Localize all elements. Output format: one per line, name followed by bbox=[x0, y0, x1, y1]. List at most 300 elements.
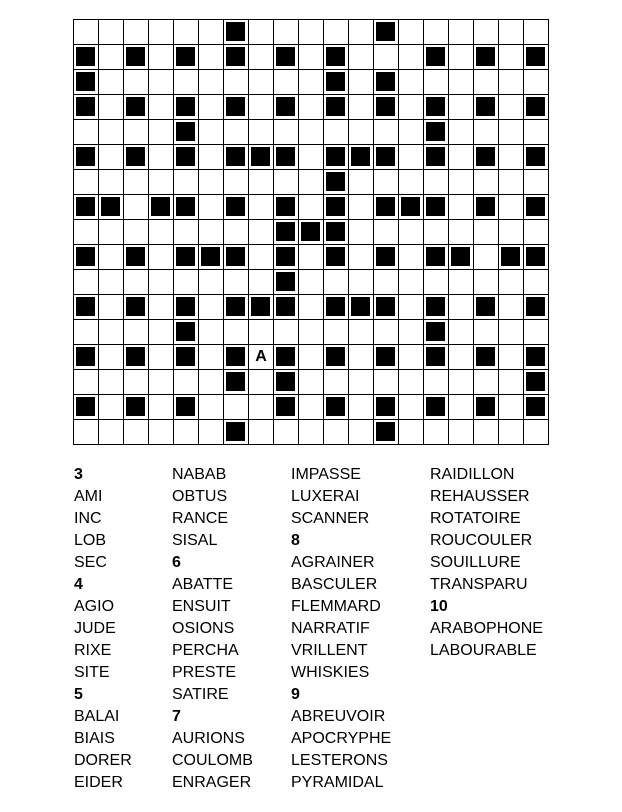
black-cell bbox=[174, 245, 199, 270]
empty-cell[interactable] bbox=[199, 70, 224, 95]
empty-cell[interactable] bbox=[74, 370, 99, 395]
empty-cell[interactable] bbox=[399, 70, 424, 95]
empty-cell[interactable] bbox=[99, 120, 124, 145]
empty-cell[interactable] bbox=[199, 195, 224, 220]
empty-cell[interactable] bbox=[349, 170, 374, 195]
empty-cell[interactable] bbox=[374, 45, 399, 70]
black-cell bbox=[224, 420, 249, 445]
black-cell bbox=[274, 395, 299, 420]
empty-cell[interactable] bbox=[449, 420, 474, 445]
empty-cell[interactable] bbox=[524, 420, 549, 445]
empty-cell[interactable] bbox=[349, 345, 374, 370]
empty-cell[interactable] bbox=[149, 45, 174, 70]
empty-cell[interactable] bbox=[249, 170, 274, 195]
empty-cell[interactable] bbox=[524, 270, 549, 295]
empty-cell[interactable] bbox=[249, 120, 274, 145]
empty-cell[interactable] bbox=[174, 70, 199, 95]
black-cell bbox=[324, 220, 349, 245]
empty-cell[interactable] bbox=[524, 70, 549, 95]
empty-cell[interactable] bbox=[299, 320, 324, 345]
word-length-header: 8 bbox=[291, 532, 300, 549]
empty-cell[interactable] bbox=[174, 420, 199, 445]
empty-cell[interactable] bbox=[449, 45, 474, 70]
empty-cell[interactable] bbox=[299, 245, 324, 270]
empty-cell[interactable] bbox=[299, 170, 324, 195]
black-cell bbox=[74, 45, 99, 70]
empty-cell[interactable] bbox=[499, 420, 524, 445]
empty-cell[interactable] bbox=[349, 70, 374, 95]
empty-cell[interactable] bbox=[224, 320, 249, 345]
empty-cell[interactable] bbox=[274, 20, 299, 45]
empty-cell[interactable] bbox=[324, 370, 349, 395]
black-cell bbox=[224, 370, 249, 395]
empty-cell[interactable] bbox=[399, 245, 424, 270]
black-cell bbox=[524, 345, 549, 370]
black-cell bbox=[324, 70, 349, 95]
word-entry: AGRAINER bbox=[291, 554, 375, 571]
empty-cell[interactable] bbox=[299, 70, 324, 95]
empty-cell[interactable] bbox=[249, 45, 274, 70]
empty-cell[interactable] bbox=[499, 70, 524, 95]
empty-cell[interactable] bbox=[149, 95, 174, 120]
empty-cell[interactable] bbox=[224, 120, 249, 145]
empty-cell[interactable] bbox=[349, 120, 374, 145]
empty-cell[interactable] bbox=[399, 295, 424, 320]
black-cell bbox=[524, 245, 549, 270]
empty-cell[interactable] bbox=[199, 120, 224, 145]
empty-cell[interactable] bbox=[449, 170, 474, 195]
empty-cell[interactable] bbox=[149, 420, 174, 445]
empty-cell[interactable] bbox=[199, 170, 224, 195]
empty-cell[interactable] bbox=[499, 270, 524, 295]
black-cell bbox=[374, 195, 399, 220]
empty-cell[interactable] bbox=[349, 370, 374, 395]
empty-cell[interactable] bbox=[149, 370, 174, 395]
word-column-1 bbox=[74, 464, 132, 794]
empty-cell[interactable] bbox=[199, 420, 224, 445]
empty-cell[interactable] bbox=[349, 195, 374, 220]
empty-cell[interactable] bbox=[249, 220, 274, 245]
empty-cell[interactable] bbox=[199, 145, 224, 170]
empty-cell[interactable] bbox=[249, 320, 274, 345]
empty-cell[interactable] bbox=[124, 20, 149, 45]
empty-cell[interactable] bbox=[199, 370, 224, 395]
empty-cell[interactable] bbox=[399, 170, 424, 195]
black-cell bbox=[324, 95, 349, 120]
empty-cell[interactable] bbox=[449, 220, 474, 245]
empty-cell[interactable] bbox=[349, 320, 374, 345]
empty-cell[interactable] bbox=[524, 220, 549, 245]
empty-cell[interactable] bbox=[174, 370, 199, 395]
empty-cell[interactable] bbox=[124, 270, 149, 295]
empty-cell[interactable] bbox=[199, 295, 224, 320]
empty-cell[interactable] bbox=[74, 270, 99, 295]
word-entry: IMPASSE bbox=[291, 466, 361, 483]
empty-cell[interactable] bbox=[399, 120, 424, 145]
empty-cell[interactable] bbox=[349, 45, 374, 70]
empty-cell[interactable] bbox=[374, 170, 399, 195]
empty-cell[interactable] bbox=[99, 70, 124, 95]
empty-cell[interactable] bbox=[399, 145, 424, 170]
empty-cell[interactable] bbox=[199, 220, 224, 245]
black-cell bbox=[324, 195, 349, 220]
black-cell bbox=[274, 270, 299, 295]
black-cell bbox=[474, 345, 499, 370]
black-cell bbox=[324, 145, 349, 170]
black-cell bbox=[99, 195, 124, 220]
empty-cell[interactable] bbox=[224, 70, 249, 95]
empty-cell[interactable] bbox=[149, 220, 174, 245]
empty-cell[interactable] bbox=[99, 370, 124, 395]
empty-cell[interactable] bbox=[124, 420, 149, 445]
black-cell bbox=[524, 95, 549, 120]
black-cell bbox=[249, 145, 274, 170]
empty-cell[interactable] bbox=[249, 195, 274, 220]
empty-cell[interactable] bbox=[274, 70, 299, 95]
empty-cell[interactable] bbox=[424, 20, 449, 45]
letter-cell[interactable]: A bbox=[249, 345, 274, 370]
empty-cell[interactable] bbox=[149, 295, 174, 320]
empty-cell[interactable] bbox=[449, 120, 474, 145]
black-cell bbox=[224, 295, 249, 320]
black-cell bbox=[74, 245, 99, 270]
black-cell bbox=[274, 370, 299, 395]
word-entry: LABOURABLE bbox=[430, 642, 537, 659]
empty-cell[interactable] bbox=[374, 270, 399, 295]
black-cell bbox=[124, 45, 149, 70]
word-entry: SCANNER bbox=[291, 510, 370, 527]
black-cell bbox=[324, 345, 349, 370]
empty-cell[interactable] bbox=[99, 295, 124, 320]
black-cell bbox=[324, 45, 349, 70]
empty-cell[interactable] bbox=[424, 70, 449, 95]
empty-cell[interactable] bbox=[99, 220, 124, 245]
empty-cell[interactable] bbox=[424, 170, 449, 195]
empty-cell[interactable] bbox=[349, 270, 374, 295]
empty-cell[interactable] bbox=[149, 20, 174, 45]
empty-cell[interactable] bbox=[499, 145, 524, 170]
empty-cell[interactable] bbox=[249, 95, 274, 120]
empty-cell[interactable] bbox=[224, 170, 249, 195]
empty-cell[interactable] bbox=[324, 20, 349, 45]
empty-cell[interactable] bbox=[74, 20, 99, 45]
empty-cell[interactable] bbox=[99, 420, 124, 445]
empty-cell[interactable] bbox=[349, 20, 374, 45]
empty-cell[interactable] bbox=[74, 120, 99, 145]
empty-cell[interactable] bbox=[349, 95, 374, 120]
empty-cell[interactable] bbox=[124, 370, 149, 395]
empty-cell[interactable] bbox=[249, 70, 274, 95]
black-cell bbox=[374, 420, 399, 445]
word-entry: RAIDILLON bbox=[430, 466, 515, 483]
empty-cell[interactable] bbox=[349, 395, 374, 420]
empty-cell[interactable] bbox=[399, 420, 424, 445]
empty-cell[interactable] bbox=[474, 245, 499, 270]
black-cell bbox=[224, 145, 249, 170]
word-entry: PRESTE bbox=[172, 664, 237, 681]
word-entry: TRANSPARU bbox=[430, 576, 528, 593]
empty-cell[interactable] bbox=[249, 20, 274, 45]
empty-cell[interactable] bbox=[174, 220, 199, 245]
empty-cell[interactable] bbox=[399, 20, 424, 45]
empty-cell[interactable] bbox=[274, 170, 299, 195]
empty-cell[interactable] bbox=[299, 395, 324, 420]
empty-cell[interactable] bbox=[74, 220, 99, 245]
empty-cell[interactable] bbox=[149, 120, 174, 145]
black-cell bbox=[424, 45, 449, 70]
empty-cell[interactable] bbox=[324, 270, 349, 295]
empty-cell[interactable] bbox=[299, 45, 324, 70]
empty-cell[interactable] bbox=[499, 95, 524, 120]
empty-cell[interactable] bbox=[324, 120, 349, 145]
black-cell bbox=[274, 145, 299, 170]
empty-cell[interactable] bbox=[349, 245, 374, 270]
empty-cell[interactable] bbox=[149, 170, 174, 195]
black-cell bbox=[174, 295, 199, 320]
empty-cell[interactable] bbox=[424, 270, 449, 295]
empty-cell[interactable] bbox=[149, 320, 174, 345]
word-entry: INC bbox=[74, 510, 102, 527]
black-cell bbox=[349, 295, 374, 320]
empty-cell[interactable] bbox=[449, 395, 474, 420]
empty-cell[interactable] bbox=[499, 220, 524, 245]
empty-cell[interactable] bbox=[299, 420, 324, 445]
word-entry: COULOMB bbox=[172, 752, 253, 769]
word-entry: SATIRE bbox=[172, 686, 229, 703]
empty-cell[interactable] bbox=[474, 170, 499, 195]
empty-cell[interactable] bbox=[474, 120, 499, 145]
empty-cell[interactable] bbox=[399, 320, 424, 345]
word-entry: APOCRYPHE bbox=[291, 730, 392, 747]
empty-cell[interactable] bbox=[399, 95, 424, 120]
empty-cell[interactable] bbox=[224, 220, 249, 245]
empty-cell[interactable] bbox=[374, 120, 399, 145]
empty-cell[interactable] bbox=[199, 395, 224, 420]
empty-cell[interactable] bbox=[199, 345, 224, 370]
empty-cell[interactable] bbox=[349, 420, 374, 445]
empty-cell[interactable] bbox=[449, 345, 474, 370]
empty-cell[interactable] bbox=[74, 420, 99, 445]
empty-cell[interactable] bbox=[349, 220, 374, 245]
word-entry: SITE bbox=[74, 664, 110, 681]
empty-cell[interactable] bbox=[249, 420, 274, 445]
word-column-4 bbox=[430, 464, 543, 662]
empty-cell[interactable] bbox=[474, 370, 499, 395]
black-cell bbox=[424, 345, 449, 370]
empty-cell[interactable] bbox=[199, 20, 224, 45]
empty-cell[interactable] bbox=[524, 20, 549, 45]
empty-cell[interactable] bbox=[474, 20, 499, 45]
empty-cell[interactable] bbox=[149, 395, 174, 420]
empty-cell[interactable] bbox=[99, 145, 124, 170]
empty-cell[interactable] bbox=[99, 95, 124, 120]
black-cell bbox=[474, 45, 499, 70]
empty-cell[interactable] bbox=[499, 370, 524, 395]
empty-cell[interactable] bbox=[524, 120, 549, 145]
black-cell bbox=[374, 295, 399, 320]
word-entry: RIXE bbox=[74, 642, 112, 659]
empty-cell[interactable] bbox=[449, 270, 474, 295]
word-entry: RANCE bbox=[172, 510, 229, 527]
empty-cell[interactable] bbox=[174, 170, 199, 195]
empty-cell[interactable] bbox=[74, 170, 99, 195]
empty-cell[interactable] bbox=[149, 270, 174, 295]
empty-cell[interactable] bbox=[424, 220, 449, 245]
black-cell bbox=[274, 295, 299, 320]
empty-cell[interactable] bbox=[124, 120, 149, 145]
empty-cell[interactable] bbox=[524, 320, 549, 345]
empty-cell[interactable] bbox=[249, 370, 274, 395]
empty-cell[interactable] bbox=[149, 145, 174, 170]
empty-cell[interactable] bbox=[499, 20, 524, 45]
empty-cell[interactable] bbox=[399, 270, 424, 295]
empty-cell[interactable] bbox=[449, 145, 474, 170]
empty-cell[interactable] bbox=[124, 320, 149, 345]
word-entry: AGIO bbox=[74, 598, 115, 615]
empty-cell[interactable] bbox=[474, 420, 499, 445]
black-cell bbox=[349, 145, 374, 170]
empty-cell[interactable] bbox=[99, 320, 124, 345]
empty-cell[interactable] bbox=[224, 270, 249, 295]
empty-cell[interactable] bbox=[499, 195, 524, 220]
word-entry: LOB bbox=[74, 532, 107, 549]
black-cell bbox=[224, 45, 249, 70]
empty-cell[interactable] bbox=[199, 320, 224, 345]
empty-cell[interactable] bbox=[124, 170, 149, 195]
empty-cell[interactable] bbox=[399, 345, 424, 370]
black-cell bbox=[149, 195, 174, 220]
empty-cell[interactable] bbox=[399, 370, 424, 395]
black-cell bbox=[124, 95, 149, 120]
empty-cell[interactable] bbox=[374, 220, 399, 245]
empty-cell[interactable] bbox=[374, 320, 399, 345]
empty-cell[interactable] bbox=[324, 320, 349, 345]
black-cell bbox=[124, 345, 149, 370]
empty-cell[interactable] bbox=[299, 20, 324, 45]
empty-cell[interactable] bbox=[524, 170, 549, 195]
empty-cell[interactable] bbox=[449, 295, 474, 320]
empty-cell[interactable] bbox=[199, 95, 224, 120]
empty-cell[interactable] bbox=[274, 320, 299, 345]
black-cell bbox=[174, 320, 199, 345]
word-entry: ABREUVOIR bbox=[291, 708, 386, 725]
empty-cell[interactable] bbox=[474, 220, 499, 245]
empty-cell[interactable] bbox=[99, 395, 124, 420]
empty-cell[interactable] bbox=[449, 20, 474, 45]
empty-cell[interactable] bbox=[299, 145, 324, 170]
empty-cell[interactable] bbox=[324, 420, 349, 445]
empty-cell[interactable] bbox=[499, 320, 524, 345]
empty-cell[interactable] bbox=[474, 320, 499, 345]
black-cell bbox=[474, 145, 499, 170]
empty-cell[interactable] bbox=[474, 70, 499, 95]
empty-cell[interactable] bbox=[449, 70, 474, 95]
word-length-header: 5 bbox=[74, 686, 83, 703]
empty-cell[interactable] bbox=[299, 95, 324, 120]
empty-cell[interactable] bbox=[124, 195, 149, 220]
empty-cell[interactable] bbox=[99, 270, 124, 295]
empty-cell[interactable] bbox=[399, 45, 424, 70]
empty-cell[interactable] bbox=[299, 345, 324, 370]
black-cell bbox=[274, 45, 299, 70]
black-cell bbox=[424, 95, 449, 120]
empty-cell[interactable] bbox=[99, 245, 124, 270]
empty-cell[interactable] bbox=[299, 370, 324, 395]
word-entry: JUDE bbox=[74, 620, 116, 637]
empty-cell[interactable] bbox=[499, 170, 524, 195]
black-cell bbox=[174, 195, 199, 220]
black-cell bbox=[74, 345, 99, 370]
empty-cell[interactable] bbox=[199, 45, 224, 70]
empty-cell[interactable] bbox=[149, 70, 174, 95]
empty-cell[interactable] bbox=[199, 270, 224, 295]
word-length-header: 7 bbox=[172, 708, 181, 725]
empty-cell[interactable] bbox=[424, 420, 449, 445]
empty-cell[interactable] bbox=[449, 195, 474, 220]
empty-cell[interactable] bbox=[374, 370, 399, 395]
empty-cell[interactable] bbox=[449, 95, 474, 120]
empty-cell[interactable] bbox=[449, 370, 474, 395]
empty-cell[interactable] bbox=[249, 245, 274, 270]
empty-cell[interactable] bbox=[99, 345, 124, 370]
empty-cell[interactable] bbox=[99, 20, 124, 45]
empty-cell[interactable] bbox=[449, 320, 474, 345]
black-cell bbox=[524, 370, 549, 395]
empty-cell[interactable] bbox=[499, 120, 524, 145]
empty-cell[interactable] bbox=[124, 70, 149, 95]
empty-cell[interactable] bbox=[499, 345, 524, 370]
black-cell bbox=[224, 195, 249, 220]
empty-cell[interactable] bbox=[174, 270, 199, 295]
empty-cell[interactable] bbox=[74, 320, 99, 345]
empty-cell[interactable] bbox=[174, 20, 199, 45]
black-cell bbox=[74, 295, 99, 320]
empty-cell[interactable] bbox=[99, 45, 124, 70]
empty-cell[interactable] bbox=[124, 220, 149, 245]
black-cell bbox=[499, 245, 524, 270]
empty-cell[interactable] bbox=[474, 270, 499, 295]
empty-cell[interactable] bbox=[149, 345, 174, 370]
black-cell bbox=[274, 245, 299, 270]
empty-cell[interactable] bbox=[249, 270, 274, 295]
empty-cell[interactable] bbox=[299, 295, 324, 320]
empty-cell[interactable] bbox=[299, 270, 324, 295]
empty-cell[interactable] bbox=[249, 395, 274, 420]
black-cell bbox=[449, 245, 474, 270]
empty-cell[interactable] bbox=[499, 295, 524, 320]
empty-cell[interactable] bbox=[274, 420, 299, 445]
black-cell bbox=[374, 70, 399, 95]
empty-cell[interactable] bbox=[499, 395, 524, 420]
black-cell bbox=[224, 20, 249, 45]
empty-cell[interactable] bbox=[274, 120, 299, 145]
empty-cell[interactable] bbox=[424, 370, 449, 395]
empty-cell[interactable] bbox=[399, 220, 424, 245]
empty-cell[interactable] bbox=[499, 45, 524, 70]
empty-cell[interactable] bbox=[299, 195, 324, 220]
word-length-header: 9 bbox=[291, 686, 300, 703]
empty-cell[interactable] bbox=[299, 120, 324, 145]
empty-cell[interactable] bbox=[149, 245, 174, 270]
black-cell bbox=[374, 395, 399, 420]
black-cell bbox=[399, 195, 424, 220]
black-cell bbox=[524, 45, 549, 70]
empty-cell[interactable] bbox=[399, 395, 424, 420]
empty-cell[interactable] bbox=[99, 170, 124, 195]
word-length-header: 6 bbox=[172, 554, 181, 571]
word-entry: SOUILLURE bbox=[430, 554, 521, 571]
empty-cell[interactable] bbox=[224, 395, 249, 420]
